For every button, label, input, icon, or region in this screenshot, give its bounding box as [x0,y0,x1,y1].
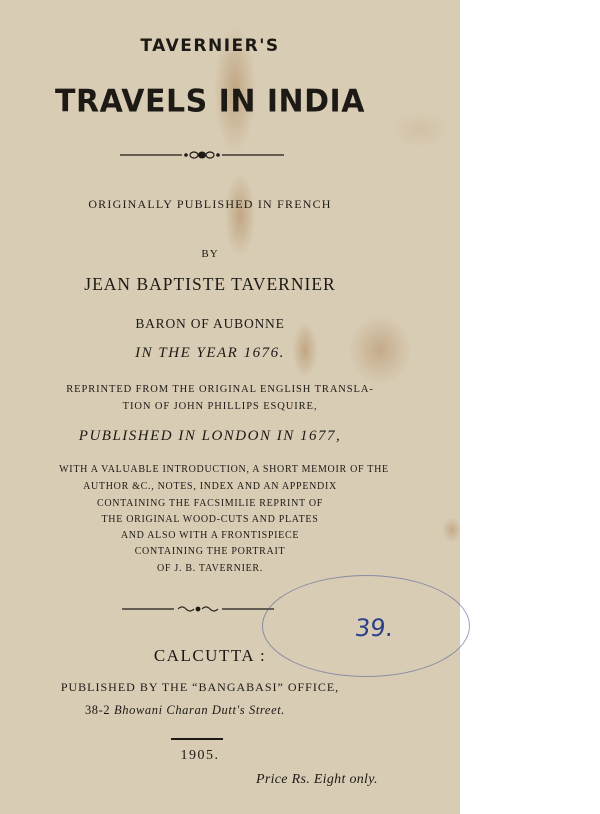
book-title: TRAVELS IN INDIA [55,83,365,120]
ornamental-rule-bottom [122,604,274,614]
introduction-line-5: AND ALSO WITH A FRONTISPIECE [120,530,300,541]
introduction-line-6: CONTAINING THE PORTRAIT [134,546,286,557]
publisher-line: PUBLISHED BY THE “BANGABASI” OFFICE, [60,680,340,694]
baron-line: BARON OF AUBONNE [135,316,285,331]
address-line [0,703,370,718]
reprint-line-2: TION OF JOHN PHILLIPS ESQUIRE, [122,401,318,412]
short-rule [171,738,223,740]
publication-city: CALCUTTA : [153,646,267,665]
introduction-line-1: WITH A VALUABLE INTRODUCTION, A SHORT MEMOIR OF THE [59,464,389,475]
introduction-line-3: CONTAINING THE FACSIMILIE REPRINT OF [96,498,324,509]
author-name: JEAN BAPTISTE TAVERNIER [84,274,336,294]
street-number: 38-2 [84,703,111,717]
stamp-number: 39. [353,614,395,642]
price-note: Price Rs. Eight only. [256,772,378,787]
street-name: Bhowani Charan Dutt's Street. [114,703,286,717]
author-possessive: TAVERNIER'S [140,36,280,56]
published-london-line: PUBLISHED IN LONDON IN 1677, [78,428,342,444]
publication-year: 1905. [180,748,220,763]
reprint-line-1: REPRINTED FROM THE ORIGINAL ENGLISH TRANSLA- [66,384,374,395]
year-line: IN THE YEAR 1676. [135,345,285,361]
introduction-line-7: OF J. B. TAVERNIER. [156,563,264,574]
ornamental-rule-top [120,150,284,160]
originally-published-line: ORIGINALLY PUBLISHED IN FRENCH [88,197,332,211]
by-line: BY [201,248,219,260]
introduction-line-4: THE ORIGINAL WOOD-CUTS AND PLATES [101,514,319,525]
introduction-line-2: AUTHOR &C., NOTES, INDEX AND AN APPENDIX [83,481,337,492]
